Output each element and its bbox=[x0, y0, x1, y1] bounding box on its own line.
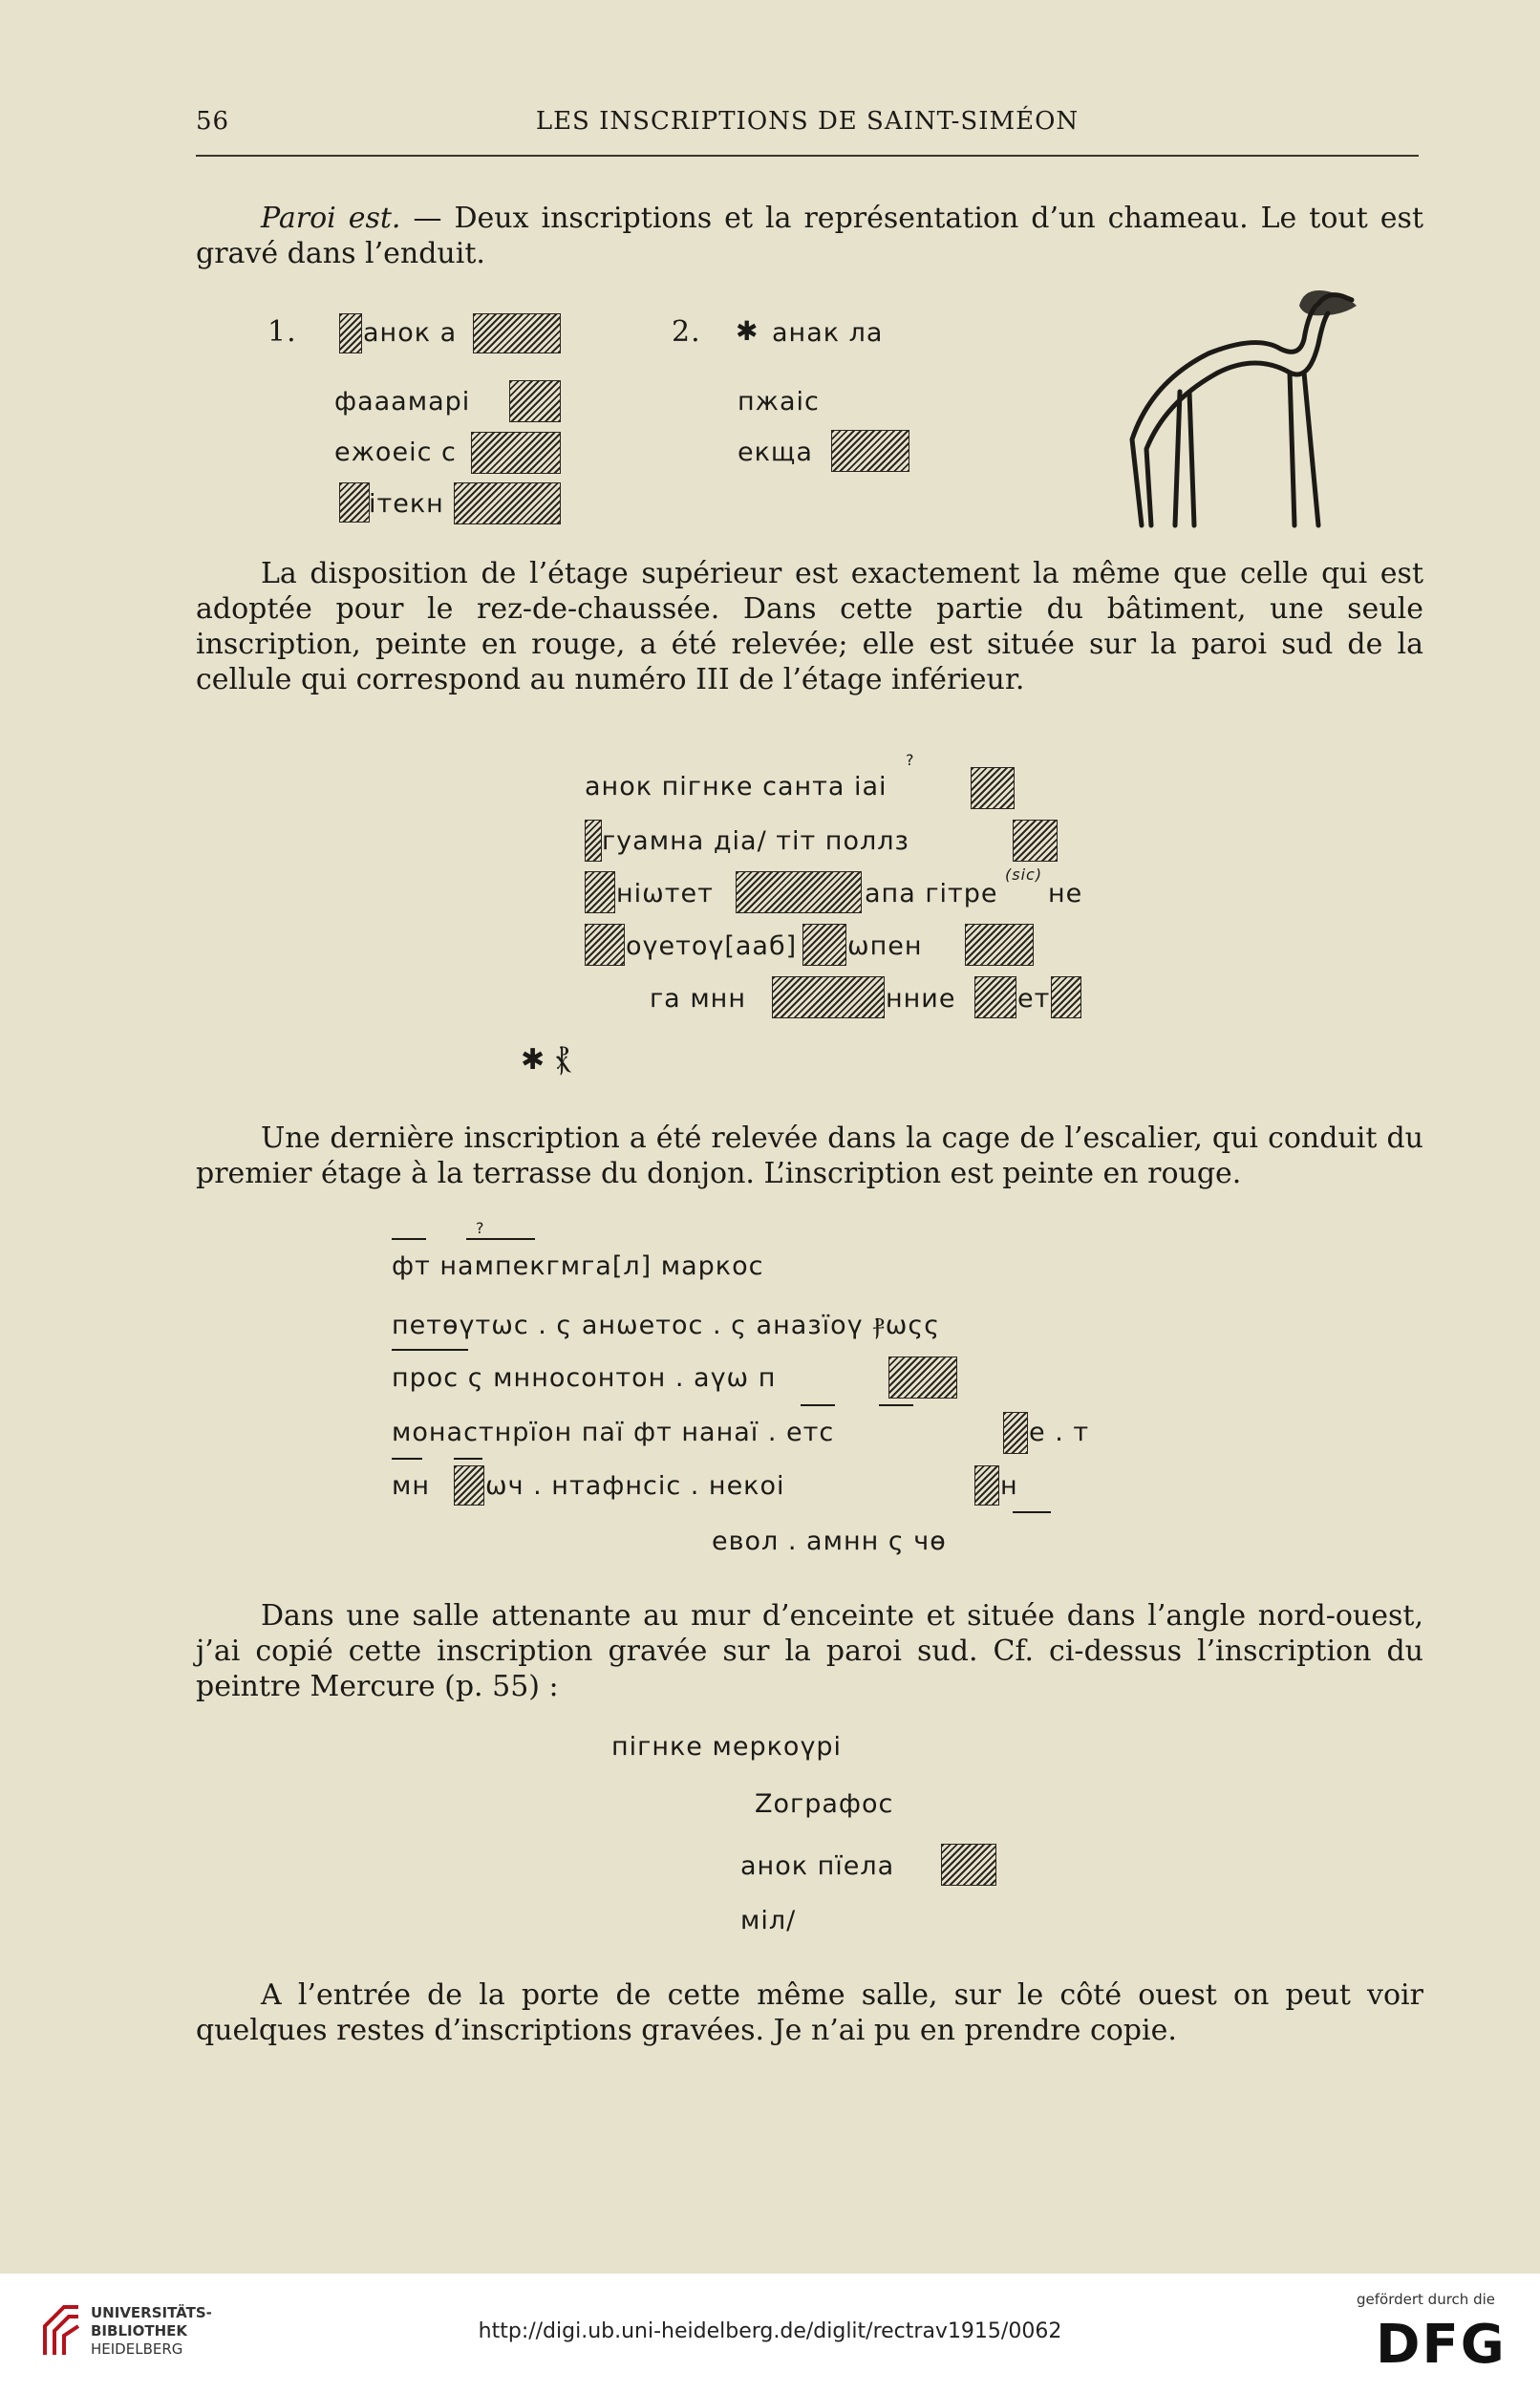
overline bbox=[801, 1404, 835, 1406]
cross-icon: ✱ bbox=[736, 315, 759, 347]
lacuna bbox=[473, 313, 561, 353]
inscription-line: нние bbox=[886, 984, 956, 1014]
paragraph-text: A l’entrée de la porte de cette même salle, sur le côté ouest on peut voir quelques restes d’inscriptions gravées. Je n’ai pu en prendre copie. bbox=[196, 1978, 1423, 2047]
overline bbox=[879, 1404, 913, 1406]
inscription-line: Zографос bbox=[755, 1789, 894, 1819]
inscription-line: оүетоү[ааб] bbox=[626, 931, 798, 961]
paragraph-salle-attenante bbox=[196, 1598, 1423, 1704]
paragraph-text: — Deux inscriptions et la représentation d’un chameau. Le tout est gravé dans l’enduit. bbox=[196, 202, 1424, 270]
inscription-line: н bbox=[1000, 1471, 1018, 1501]
library-line: HEIDELBERG bbox=[91, 2340, 183, 2358]
overline bbox=[392, 1238, 426, 1240]
paragraph-porte bbox=[196, 1977, 1423, 2048]
inscription-line: прос ς мнносонтон . аүω п bbox=[392, 1363, 777, 1393]
overline bbox=[392, 1349, 468, 1351]
paragraph-text: Dans une salle attenante au mur d’enceinte et située dans l’angle nord-ouest, j’ai copié cette inscription gravée sur la paroi sud. Cf. ci-dessus l’inscription du peintre Mercure (p. 55) : bbox=[196, 1599, 1423, 1703]
paragraph-etage-superieur bbox=[196, 556, 1423, 697]
lacuna bbox=[585, 871, 615, 913]
overline bbox=[454, 1458, 482, 1460]
overline bbox=[392, 1458, 422, 1460]
lacuna bbox=[941, 1844, 996, 1886]
paragraph-paroi-est bbox=[196, 201, 1423, 271]
inscription-line: монастнрїон паї фт нанаї . етс bbox=[392, 1418, 835, 1447]
lacuna bbox=[1013, 820, 1058, 862]
inscription-line: анок пїела bbox=[740, 1851, 895, 1881]
inscription-line: гуамна діа/ тіт поллз bbox=[602, 826, 909, 856]
lacuna bbox=[585, 924, 625, 966]
question-mark: ? bbox=[906, 751, 914, 769]
overline bbox=[1013, 1511, 1051, 1513]
inscription1-line3: ежоеіс с bbox=[334, 438, 457, 467]
lacuna bbox=[971, 767, 1015, 809]
inscription2-line3: екща bbox=[738, 438, 813, 467]
lacuna bbox=[974, 976, 1016, 1018]
question-mark: ? bbox=[476, 1219, 484, 1237]
camel-drawing-icon bbox=[1113, 287, 1380, 535]
permalink-url[interactable]: http://digi.ub.uni-heidelberg.de/diglit/rectrav1915/0062 bbox=[478, 2319, 1062, 2343]
lacuna bbox=[772, 976, 885, 1018]
library-line: BIBLIOTHEK bbox=[91, 2322, 187, 2340]
lacuna bbox=[831, 430, 909, 472]
paragraph-escalier bbox=[196, 1121, 1423, 1191]
inscription-line: пігнке меркоүрі bbox=[611, 1732, 843, 1762]
dfg-logo-icon[interactable]: DFG bbox=[1376, 2314, 1507, 2376]
paragraph-text: La disposition de l’étage supérieur est exactement la même que celle qui est adoptée pour le rez-de-chaussée. Dans cette partie du bâtiment, une seule inscription, peinte en rouge, a été relevée; elle est située sur la paroi sud de la cellule qui correspond au numéro III de l’étage inférieur. bbox=[196, 557, 1423, 696]
inscription-line: анок пігнке санта іаі bbox=[585, 772, 888, 801]
lacuna bbox=[509, 380, 561, 422]
page-header bbox=[196, 107, 1419, 145]
inscription-line: ет bbox=[1017, 984, 1051, 1014]
inscription1-line2: фааамарі bbox=[334, 387, 471, 417]
inscription-line: евол . амнн ς чө bbox=[712, 1527, 947, 1556]
lacuna bbox=[1051, 976, 1081, 1018]
inscription-line: е . т bbox=[1029, 1418, 1090, 1447]
inscription2-line1: анак ла bbox=[772, 318, 884, 348]
inscription-line: апа гітре bbox=[865, 879, 998, 908]
inscription-line: мн bbox=[392, 1471, 431, 1501]
paroi-est-label: Paroi est. bbox=[261, 202, 401, 235]
paragraph-text: Une dernière inscription a été relevée dans la cage de l’escalier, qui conduit du premier étage à la terrasse du donjon. L’inscription est peinte en rouge. bbox=[196, 1122, 1423, 1190]
lacuna bbox=[585, 820, 602, 862]
lacuna bbox=[339, 482, 370, 523]
inscription-number-1: 1. bbox=[267, 315, 297, 349]
inscription-line: не bbox=[1048, 879, 1083, 908]
running-title: LES INSCRIPTIONS DE SAINT-SIMÉON bbox=[535, 107, 1080, 136]
funding-caption: gefördert durch die bbox=[1357, 2291, 1495, 2308]
staurogram-icon: ✱ ⳩ bbox=[521, 1043, 570, 1077]
inscription-line: ωпен bbox=[847, 931, 923, 961]
viewer-footer bbox=[0, 2274, 1540, 2393]
inscription-number-2: 2. bbox=[672, 315, 701, 349]
lacuna bbox=[974, 1465, 999, 1506]
lacuna bbox=[965, 924, 1034, 966]
header-rule bbox=[196, 155, 1419, 157]
inscription-line: петөүтωс . ς анωетос . ς аназїоү ⳁωςς bbox=[392, 1311, 941, 1340]
inscription1-line1: анок а bbox=[363, 318, 458, 348]
lacuna bbox=[454, 482, 561, 524]
lacuna bbox=[471, 432, 561, 474]
lacuna bbox=[736, 871, 862, 913]
lacuna bbox=[1003, 1412, 1028, 1454]
lacuna bbox=[888, 1357, 957, 1399]
inscription-line: ωч . нтафнсіс . некоі bbox=[485, 1471, 785, 1501]
inscription-line: ніωтет bbox=[616, 879, 714, 908]
lacuna bbox=[339, 313, 362, 353]
lacuna bbox=[802, 924, 846, 966]
overline bbox=[466, 1238, 535, 1240]
inscription1-line4: ітекн bbox=[369, 489, 444, 519]
inscription-line: га мнн bbox=[650, 984, 746, 1014]
page-number: 56 bbox=[196, 107, 230, 136]
inscription2-line2: пжаіс bbox=[738, 387, 820, 417]
library-line: UNIVERSITÄTS- bbox=[91, 2304, 212, 2321]
lacuna bbox=[454, 1465, 484, 1506]
inscription-line: міл/ bbox=[740, 1906, 797, 1935]
sic-note: (sic) bbox=[1005, 865, 1043, 884]
inscription-line: фт нампекгмга[л] маркос bbox=[392, 1251, 764, 1281]
